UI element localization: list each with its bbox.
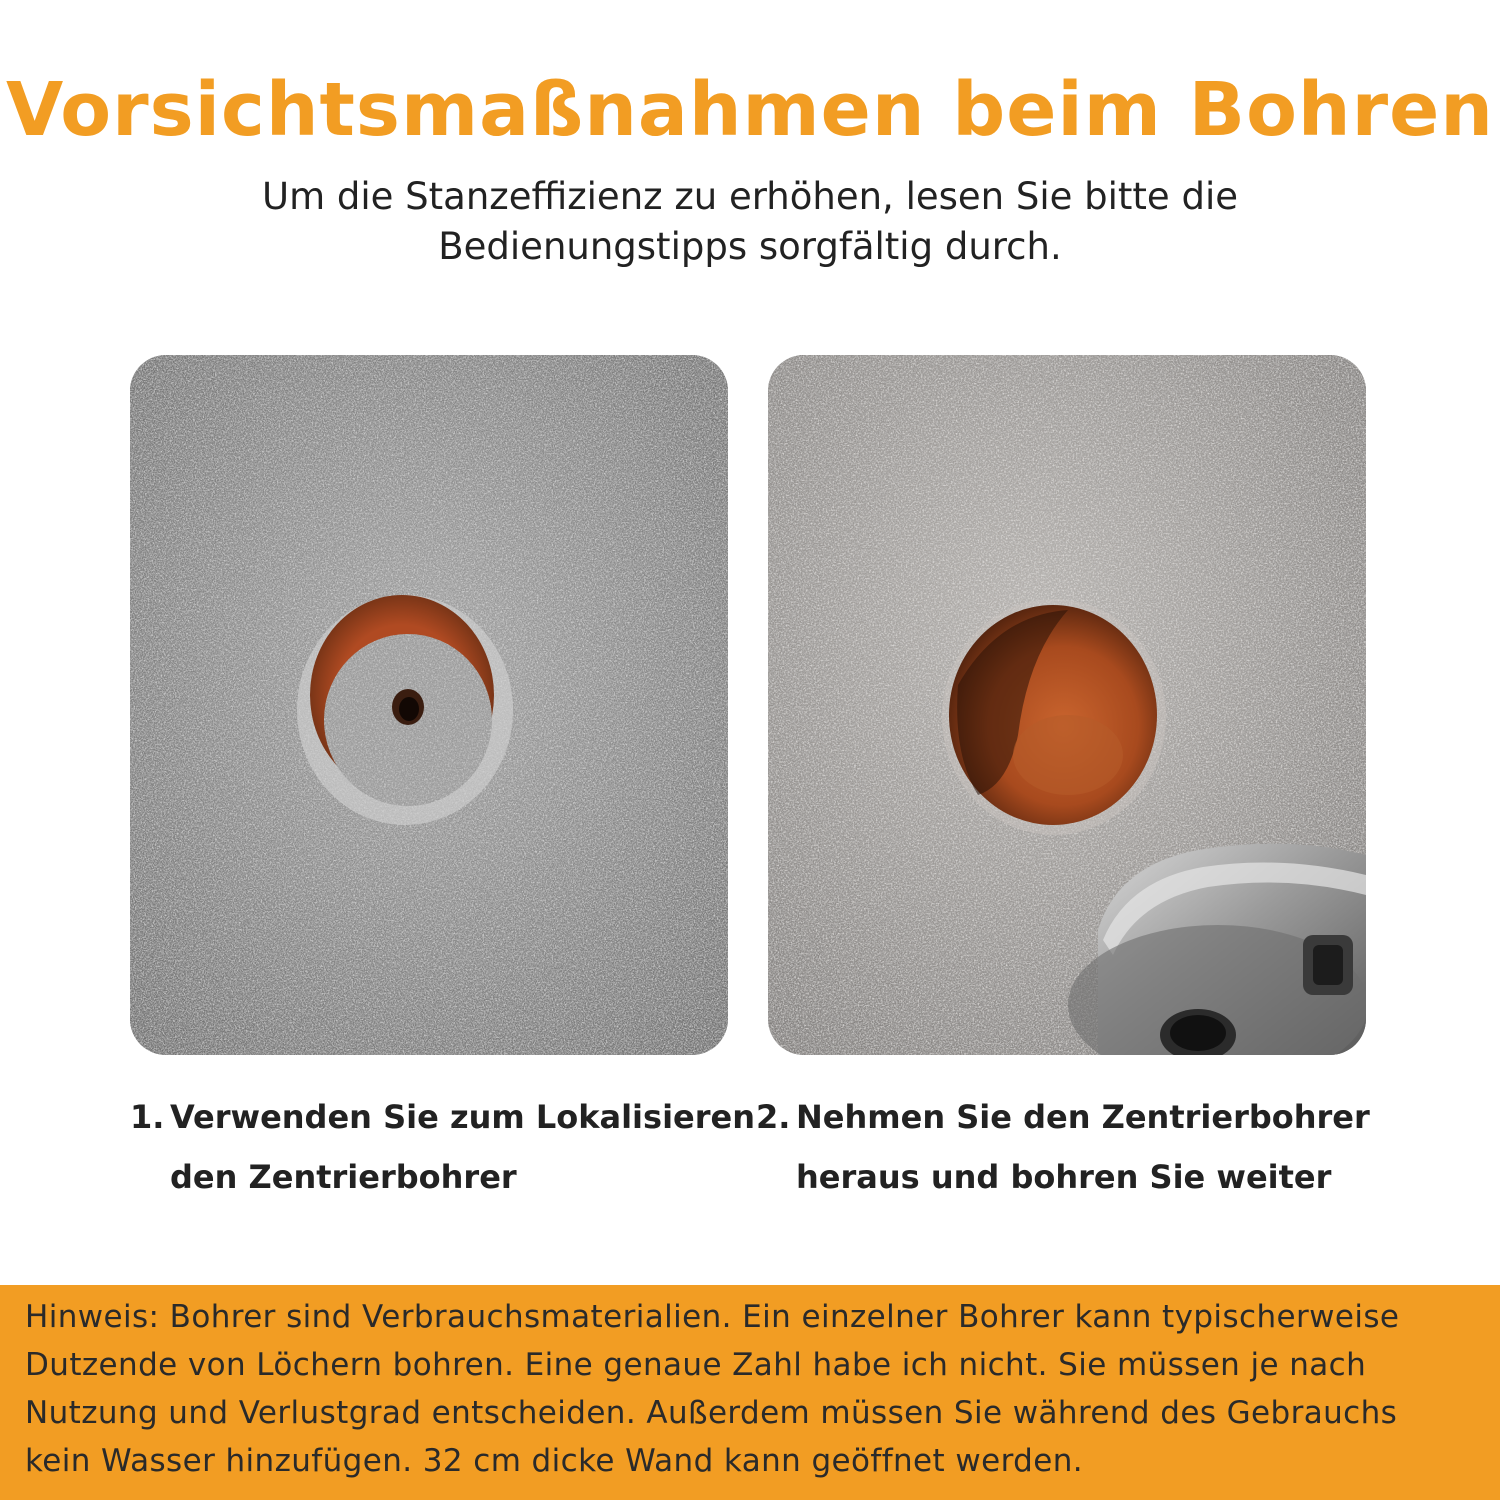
step-2-line-2: heraus und bohren Sie weiter — [796, 1158, 1332, 1196]
note-line-2: Dutzende von Löchern bohren. Eine genaue Zahl habe ich nicht. Sie müssen je nach — [25, 1347, 1367, 1383]
page-title: Vorsichtsmaßnahmen beim Bohren — [6, 67, 1494, 153]
subtitle-line-1: Um die Stanzeffizienz zu erhöhen, lesen Sie bitte die — [261, 175, 1238, 218]
step-1-line-2: den Zentrierbohrer — [170, 1158, 517, 1196]
note-banner — [0, 1285, 1500, 1500]
step-1-photo — [130, 355, 728, 1055]
concrete-pilot-hole-photo-icon — [130, 355, 728, 1055]
note-line-1: Hinweis: Bohrer sind Verbrauchsmaterialien. Ein einzelner Bohrer kann typischerweise — [25, 1299, 1400, 1335]
step-2-caption — [756, 1087, 1396, 1207]
note-line-4: kein Wasser hinzufügen. 32 cm dicke Wand kann geöffnet werden. — [25, 1443, 1084, 1479]
concrete-core-hole-with-drill-bit-photo-icon — [768, 355, 1366, 1055]
subtitle-line-2: Bedienungstipps sorgfältig durch. — [438, 225, 1062, 268]
step-1-number: 1. — [130, 1098, 165, 1136]
step-1-line-1: Verwenden Sie zum Lokalisieren — [170, 1098, 755, 1136]
step-1-caption — [130, 1087, 755, 1207]
note-text — [25, 1293, 1485, 1485]
step-2-number: 2. — [756, 1098, 791, 1136]
step-2-line-1: Nehmen Sie den Zentrierbohrer — [796, 1098, 1370, 1136]
page-subtitle — [150, 172, 1350, 272]
step-2-photo — [768, 355, 1366, 1055]
note-line-3: Nutzung und Verlustgrad entscheiden. Außerdem müssen Sie während des Gebrauchs — [25, 1395, 1398, 1431]
